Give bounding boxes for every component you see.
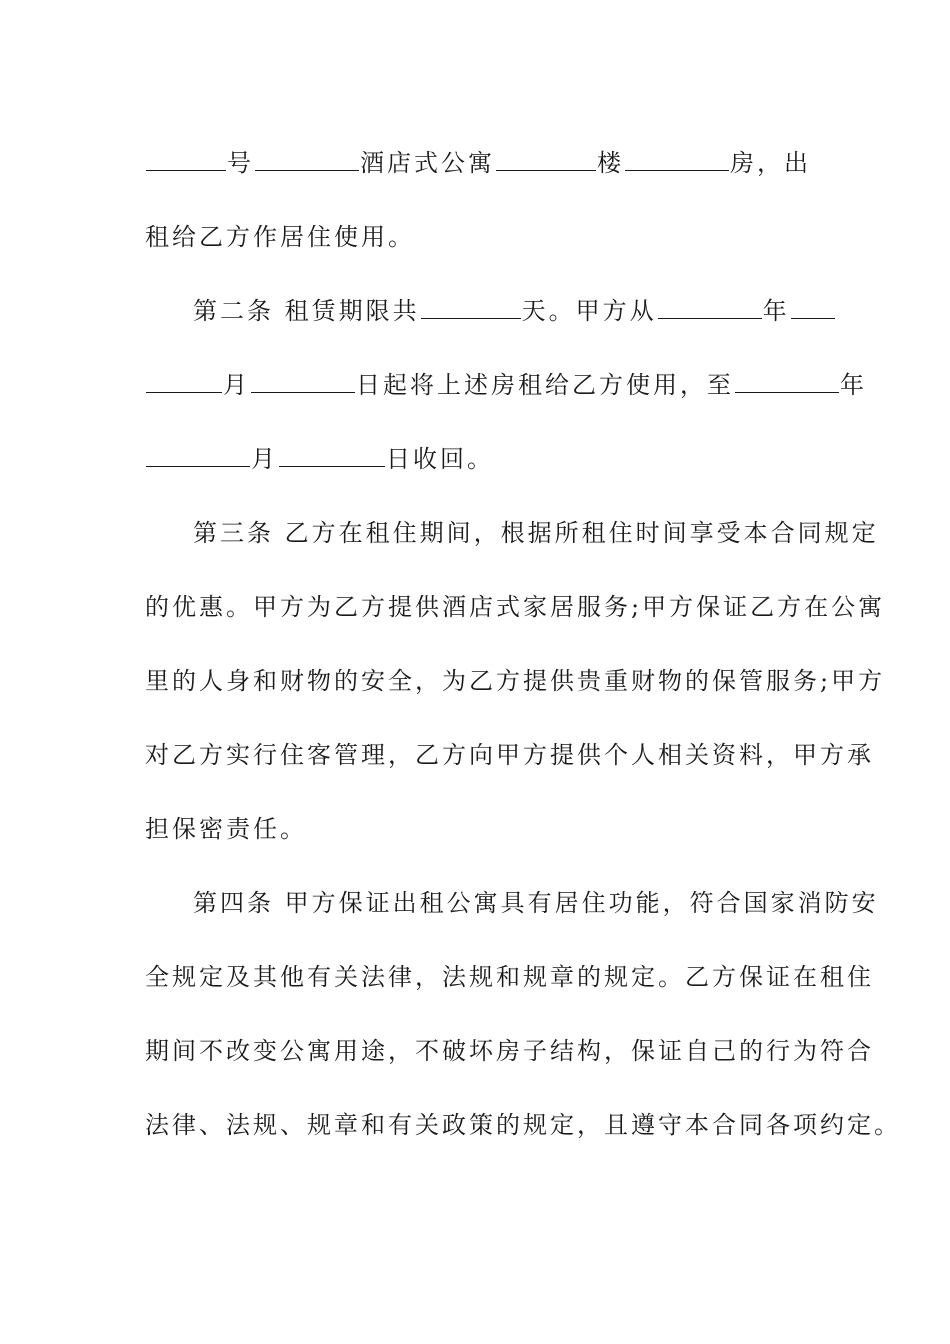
blank-field[interactable] (735, 372, 839, 393)
text: 月 (251, 445, 278, 473)
blank-field[interactable] (255, 150, 359, 171)
blank-field[interactable] (146, 372, 222, 393)
article-2-line-1 (145, 274, 825, 348)
article-3-line: 担保密责任。 (145, 815, 307, 843)
article-2-line-3 (145, 422, 825, 496)
text: 号 (227, 149, 254, 177)
blank-field[interactable] (421, 298, 521, 319)
article-3-line: 里的人身和财物的安全，为乙方提供贵重财物的保管服务;甲方 (145, 667, 886, 695)
text: 日收回。 (386, 445, 494, 473)
blank-field[interactable] (496, 150, 596, 171)
article-4-line: 全规定及其他有关法律，法规和规章的规定。乙方保证在租住 (145, 963, 874, 991)
blank-field[interactable] (658, 298, 762, 319)
text: 房，出 (730, 149, 811, 177)
blank-field[interactable] (625, 150, 729, 171)
text: 日起将上述房租给乙方使用，至 (356, 371, 734, 399)
blank-field[interactable] (791, 298, 835, 319)
article-4-line: 期间不改变公寓用途，不破坏房子结构，保证自己的行为符合 (145, 1037, 874, 1065)
text: 第二条 租赁期限共 (193, 297, 420, 325)
blank-field[interactable] (146, 446, 250, 467)
article-3-line: 对乙方实行住客管理，乙方向甲方提供个人相关资料，甲方承 (145, 741, 874, 769)
text: 月 (223, 371, 250, 399)
text: 年 (840, 371, 867, 399)
line-1 (145, 126, 825, 200)
article-3-line: 的优惠。甲方为乙方提供酒店式家居服务;甲方保证乙方在公寓 (145, 593, 886, 621)
article-2-line-2 (145, 348, 867, 422)
text: 楼 (597, 149, 624, 177)
blank-field[interactable] (251, 372, 355, 393)
article-4-line: 法律、法规、规章和有关政策的规定，且遵守本合同各项约定。 (145, 1111, 901, 1139)
line-2: 租给乙方作居住使用。 (145, 223, 415, 251)
blank-field[interactable] (279, 446, 385, 467)
text: 年 (762, 297, 790, 325)
text: 天。甲方从 (521, 297, 657, 325)
article-4-line: 第四条 甲方保证出租公寓具有居住功能，符合国家消防安 (193, 889, 879, 917)
contract-text (145, 126, 901, 1162)
text: 酒店式公寓 (360, 149, 495, 177)
article-3-line: 第三条 乙方在租住期间，根据所租住时间享受本合同规定 (193, 519, 879, 547)
blank-field[interactable] (146, 150, 226, 171)
